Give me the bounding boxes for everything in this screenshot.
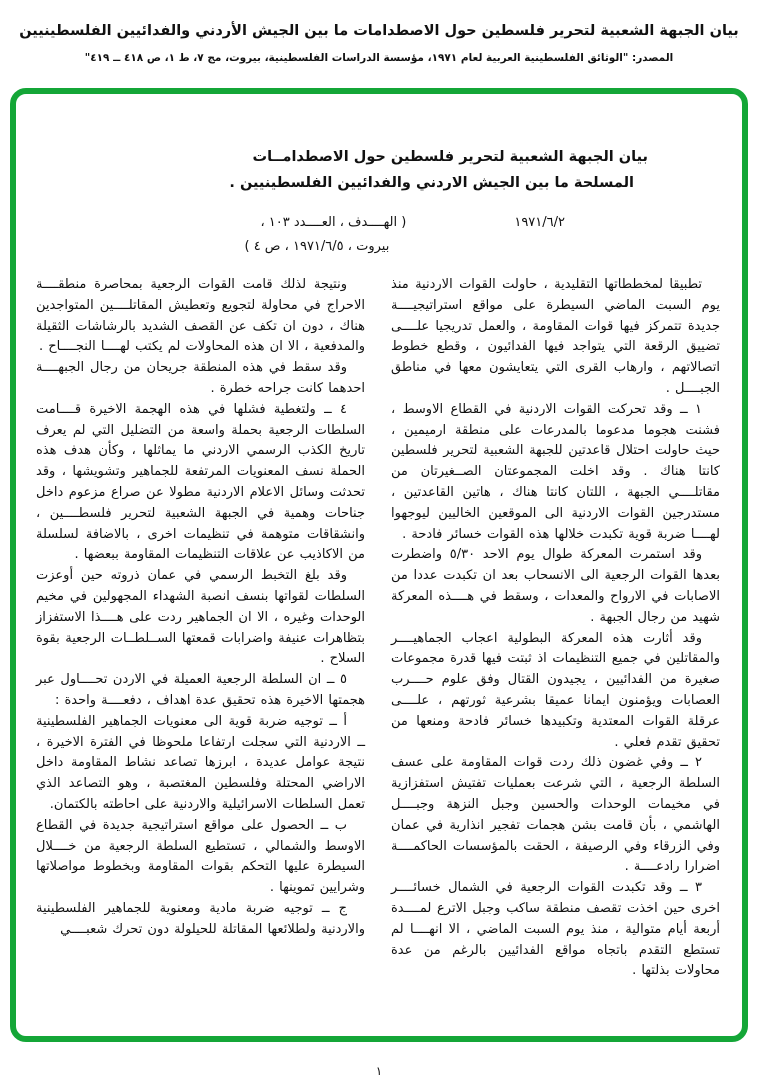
document-header-title: بيان الجبهة الشعبية لتحرير فلسطين حول الاصطدامات ما بين الجيش الأردني والفدائيين الفلسطينيين	[19, 23, 739, 39]
paragraph: ج ــ توجيه ضربة مادية ومعنوية للجماهير الفلسطينية والاردنية ولطلائعها المقاتلة للحيلولة دون تحرك شعبــــي	[36, 900, 365, 937]
paragraph: ٤ ــ ولتغطية فشلها في هذه الهجمة الاخيرة قــــامت السلطات الرجعية بحملة واسعة من التضليل التي لم يعرف تاريخ الكذب الرسمي الاردني ما يماثلها ، وكأن هدف هذه الحملة نسف المعنويات المرتفعة للجماهير وتشويشها ، وقد تحدثت وسائل الاعلام الاردنية مطولا عن صراع مزعوم داخل جناحات وهمية في الجبهة الشعبية لتحرير فلسطــــين ، وانشقاقات متوهمة في تنظيمات اخرى ، بالاضافة لسلسلة من الاكاذيب عن علاقات التنظيمات المقاومة ببعضها .	[36, 401, 365, 563]
paragraph: ١ ــ وقد تحركت القوات الاردنية في القطاع الاوسط ، فشنت هجوما مدعوما بالمدرعات على منطقة ارميمين ، حيث حاولت احتلال قاعدتين للجبهة الشعبية لتحرير فلسطين كانتا هناك . وقد اخلت المجموعتان الصــغيرتان من مقاتلــــي الجبهة ، اللتان كانتا هناك ، هاتين القاعدتين ، مستدرجين القوات الاردنية الى الموقعين الخاليين ليوجهوا لهــــا ضربة قوية تكبدت خلالها هذه القوات خسائر فادحة .	[391, 401, 720, 542]
statement-title-line-2: المسلحة ما بين الجيش الاردني والفدائيين الفلسطينيين .	[229, 175, 634, 191]
two-column-text	[36, 275, 720, 982]
page-number: ١	[375, 1064, 383, 1078]
publication-citation	[244, 211, 406, 259]
green-border-frame	[10, 88, 748, 1042]
citation-line-1: ( الهــــدف ، العــــدد ١٠٣ ،	[260, 215, 407, 230]
statement-title	[36, 144, 648, 196]
paragraph: ٢ ــ وفي غضون ذلك ردت قوات المقاومة على عسف السلطة الرجعية ، التي شرعت بعمليات تفتيش استفزازية في مخيمات الوحدات والحسين وجبل النزهة وجبــــل الهاشمي ، بأن قامت بشن هجمات تفجير انذارية في عمان وفي الزرقاء وفي الرصيفة ، الحقت بالمؤسسات الحاكمــــة اضرارا رادعــــة .	[391, 755, 720, 875]
page-header	[0, 0, 758, 65]
paragraph: وقد بلغ التخبط الرسمي في عمان ذروته حين أوعزت السلطات لقواتها بنسف انصبة الشهداء المجهولين في مخيم الوحدات وغيره ، الا ان الجماهير ردت على هــــذا الاستفزاز بتظاهرات عنيفة واضرابات قمعتها الســلطــات الرجعية بقوة السلاح .	[36, 568, 365, 667]
statement-title-line-1: بيان الجبهة الشعبية لتحرير فلسطين حول الاصطدامــات	[252, 149, 648, 165]
document-body	[16, 94, 742, 982]
date-and-citation-row	[36, 211, 720, 259]
column-left	[36, 275, 365, 982]
paragraph: ونتيجة لذلك قامت القوات الرجعية بمحاصرة منطقــــة الاحراج في محاولة لتجويع وتعطيش المقاتلــــين المتواجدين هناك ، دون ان تكف عن القصف الشديد بالرشاشات الثقيلة والمدفعية ، الا ان هذه المحاولات لم يكتب لهــــا النجــــاح .	[36, 277, 365, 355]
paragraph: تطبيقا لمخططاتها التقليدية ، حاولت القوات الاردنية منذ يوم السبت الماضي السيطرة على مواقع استراتيجيــــة جديدة تتمركز فيها قوات المقاومة ، والعمل تدريجيا علــــى تضييق الرقعة التي يتواجد فيها الفدائيون ، وقطع خطوط اتصالاتهم ، وارهاب القرى التي يتعايشون معها في مناطق الجبــــل .	[391, 277, 720, 396]
paragraph: وقد استمرت المعركة طوال يوم الاحد ٥/٣٠ واضطرت بعدها القوات الرجعية الى الانسحاب بعد ان تكبدت عددا من الاصابات في الارواح والمعدات ، وسقط في هــــذه المعركة شهيد من رجال الجبهة .	[391, 547, 720, 625]
citation-line-2: بيروت ، ١٩٧١/٦/٥ ، ص ٤ )	[244, 239, 390, 254]
paragraph: وقد سقط في هذه المنطقة جريحان من رجال الجبهــــة احدهما كانت جراحه خطرة .	[36, 360, 365, 396]
column-right	[391, 275, 720, 982]
paragraph: ٥ ــ ان السلطة الرجعية العميلة في الاردن تحــــاول عبر هجمتها الاخيرة هذه تحقيق عدة اهداف ، دفعــــة واحدة :	[36, 672, 365, 708]
paragraph: وقد أثارت هذه المعركة البطولية اعجاب الجماهيــــر والمقاتلين في جميع التنظيمات اذ ثبتت فيها قدرة مجموعات صغيرة من الفدائيين ، يجيدون القتال وفق علوم حــــرب العصابات ويؤمنون ايمانا عميقا بشرعية ثورتهم ، علــــى عرقلة القوات المعتدية وتكبيدها خسائر فادحة ومنعها من تحقيق تقدم فعلي .	[391, 630, 720, 750]
paragraph: ب ــ الحصول على مواقع استراتيجية جديدة في القطاع الاوسط والشمالي ، تستطيع السلطة الرجعية من خــــلال السيطرة عليها التحكم بقوات المقاومة وبخطوط مواصلاتها وشرايين تموينها .	[36, 817, 365, 896]
source-citation: المصدر: "الوثائق الفلسطينية العربية لعام ١٩٧١، مؤسسة الدراسات الفلسطينية، بيروت، مج ٧، ط ١، ص ٤١٨ ــ ٤١٩"	[84, 52, 674, 64]
paragraph: ٣ ــ وقد تكبدت القوات الرجعية في الشمال خسائــــر اخرى حين اخذت تقصف منطقة ساكب وجبل الاترع لمــــدة أربعة أيام متوالية ، منذ يوم السبت الماضي ، الا انهــــا لم تستطع التقدم باتجاه مواقع الفدائيين بالرغم من عدة محاولات بذلتها .	[391, 880, 720, 979]
statement-date: ١٩٧١/٦/٢	[514, 215, 565, 230]
paragraph: أ ــ توجيه ضربة قوية الى معنويات الجماهير الفلسطينية ــ الاردنية التي سجلت ارتفاعا ملحوظا في الفترة الاخيرة ، نتيجة عوامل عديدة ، ابرزها تصاعد نشاط المقاومة داخل الاراضي المحتلة وفلسطين المغتصبة ، وهو التصاعد الذي تعمل السلطات الاسرائيلية والاردنية على احاطته بالكتمان.	[36, 713, 365, 812]
